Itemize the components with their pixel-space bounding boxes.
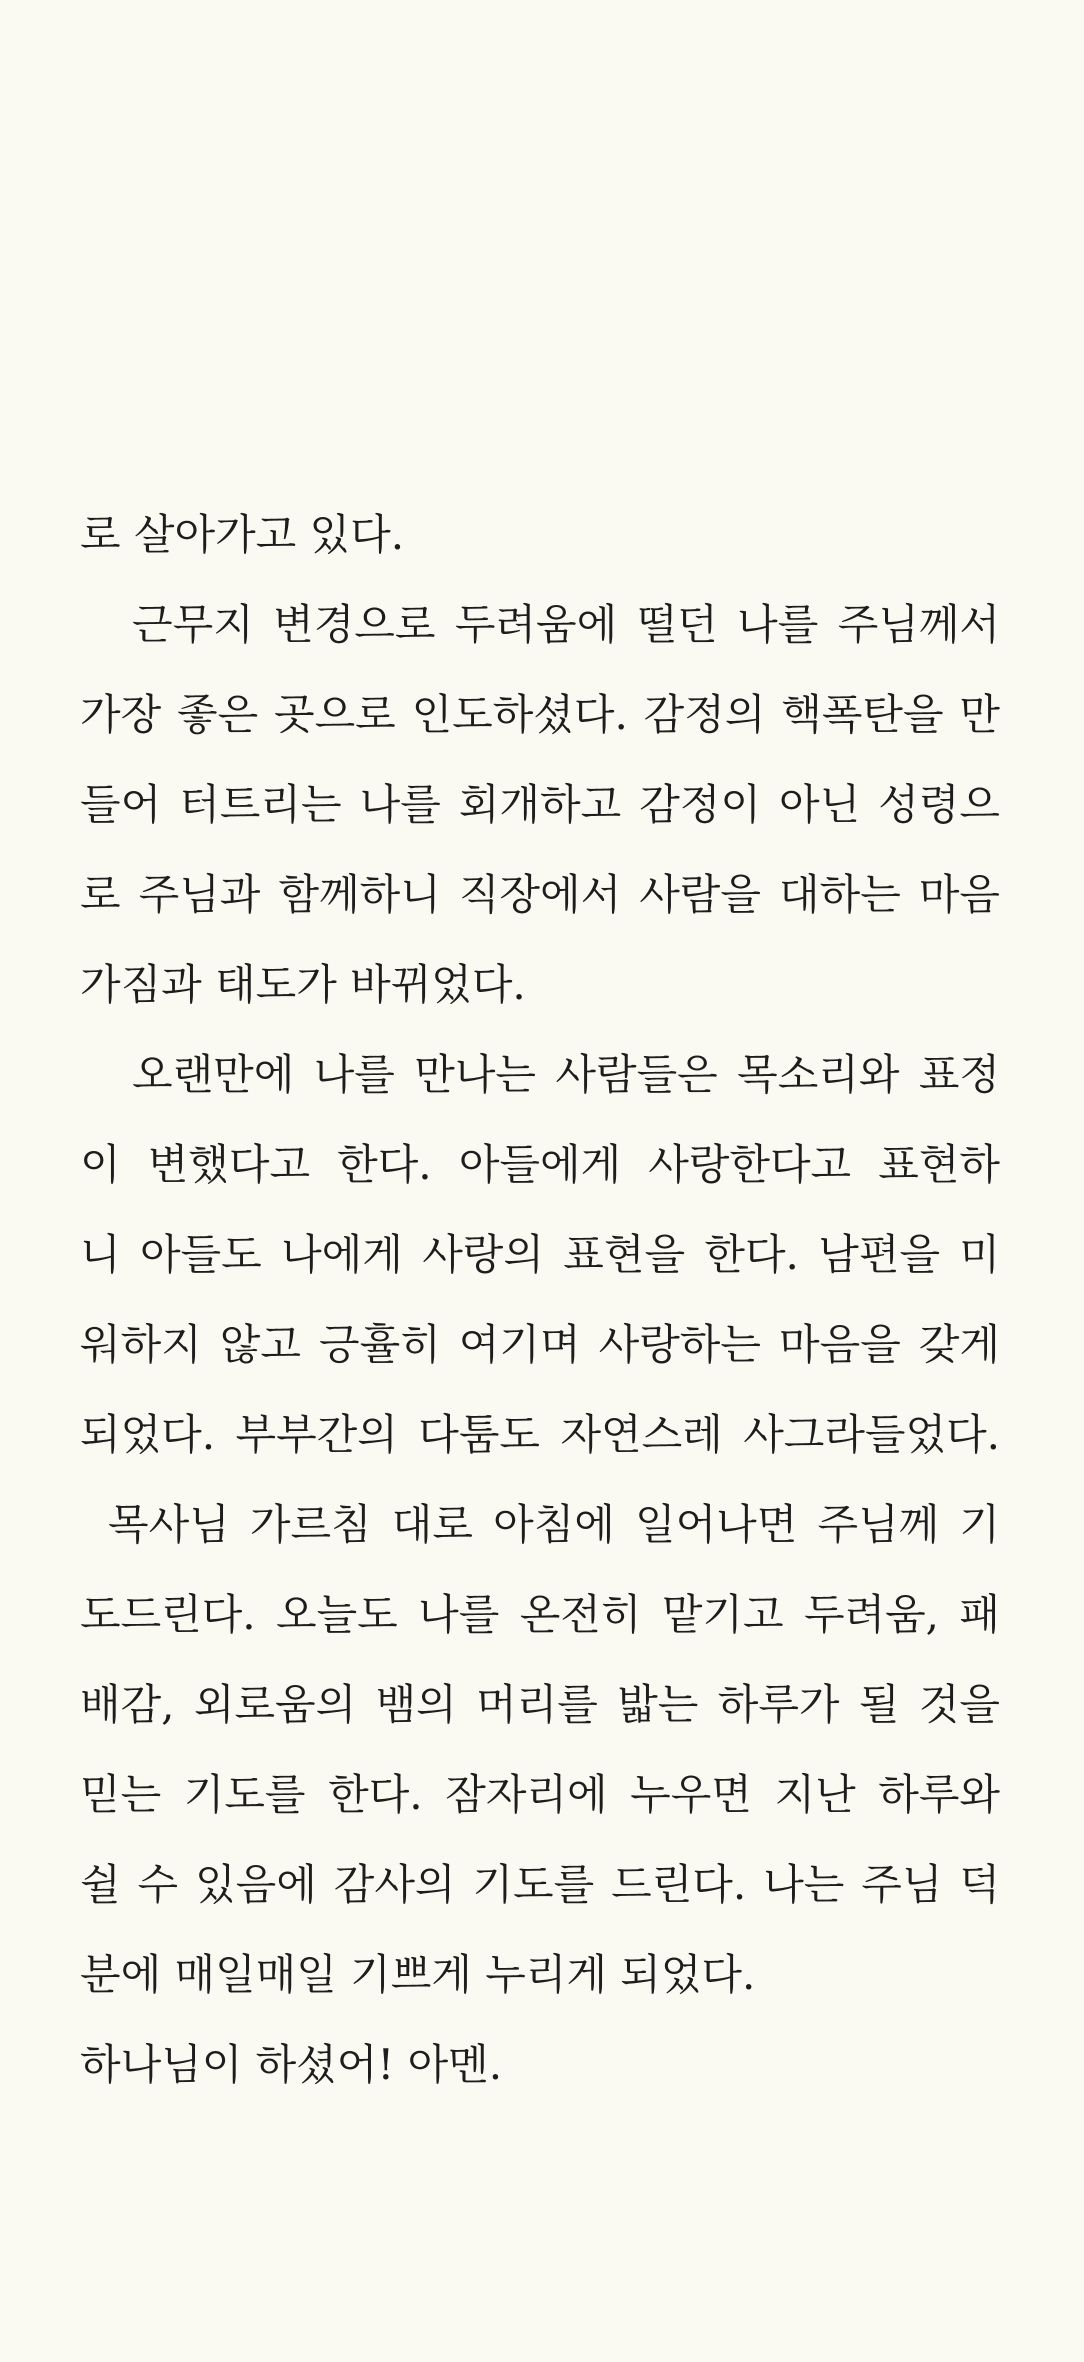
text-line: 근무지 변경으로 두려움에 떨던 나를 주님께서 [132, 600, 1000, 649]
text-line: 되었다. 부부간의 다툼도 자연스레 사그라들었다. [80, 1410, 1000, 1459]
document-body [80, 490, 1000, 2110]
text-line: 오랜만에 나를 만나는 사람들은 목소리와 표정 [132, 1050, 1000, 1099]
text-line: 로 주님과 함께하니 직장에서 사람을 대하는 마음 [80, 870, 1000, 919]
text-line: 가장 좋은 곳으로 인도하셨다. 감정의 핵폭탄을 만 [80, 690, 1000, 739]
text-line: 들어 터트리는 나를 회개하고 감정이 아닌 성령으 [80, 780, 1000, 829]
text-line: 믿는 기도를 한다. 잠자리에 누우면 지난 하루와 [80, 1770, 1000, 1819]
text-line: 쉴 수 있음에 감사의 기도를 드린다. 나는 주님 덕 [80, 1860, 1000, 1909]
text-line: 분에 매일매일 기쁘게 누리게 되었다. [80, 1950, 756, 1999]
text-line: 가짐과 태도가 바뀌었다. [80, 960, 526, 1009]
text-line: 워하지 않고 긍휼히 여기며 사랑하는 마음을 갖게 [80, 1320, 1000, 1369]
text-line: 배감, 외로움의 뱀의 머리를 밟는 하루가 될 것을 [80, 1680, 1000, 1729]
text-line: 하나님이 하셨어! 아멘. [80, 2040, 503, 2089]
text-line: 이 변했다고 한다. 아들에게 사랑한다고 표현하 [80, 1140, 1000, 1189]
text-line: 니 아들도 나에게 사랑의 표현을 한다. 남편을 미 [80, 1230, 1000, 1279]
text-line: 로 살아가고 있다. [80, 510, 405, 559]
text-line: 도드린다. 오늘도 나를 온전히 맡기고 두려움, 패 [80, 1590, 1000, 1639]
text-line: 목사님 가르침 대로 아침에 일어나면 주님께 기 [108, 1500, 1000, 1549]
